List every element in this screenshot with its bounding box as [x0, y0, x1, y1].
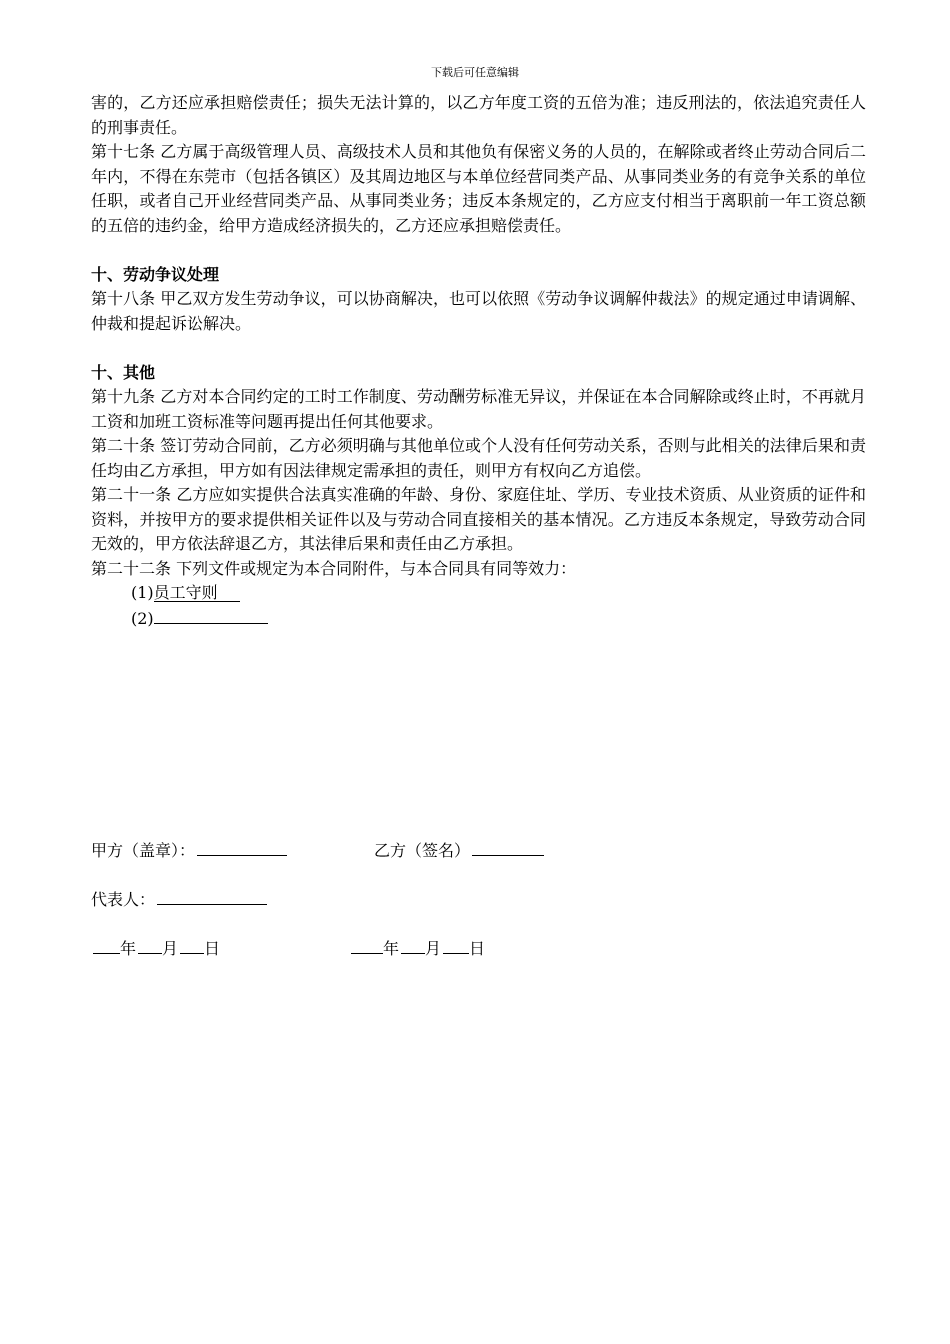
article-19: 第十九条 乙方对本合同约定的工时工作制度、劳动酬劳标准无异议，并保证在本合同解除或终止时，不再就月工资和加班工资标准等问题再提出任何其他要求。: [91, 387, 866, 431]
party-b-date: [349, 936, 485, 961]
article-21: 第二十一条 乙方应如实提供合法真实准确的年龄、身份、家庭住址、学历、专业技术资质、从业资质的证件和资料，并按甲方的要求提供相关证件以及与劳动合同直接相关的基本情况。乙方违反本条规定，导致劳动合同无效的，甲方依法辞退乙方，其法律后果和责任由乙方承担。: [91, 485, 866, 553]
month-field[interactable]: [138, 936, 162, 954]
day-label: 日: [204, 939, 221, 958]
article-22: 第二十二条 下列文件或规定为本合同附件，与本合同具有同等效力：: [91, 558, 577, 578]
party-b-sign-field[interactable]: [472, 838, 544, 856]
attachment-number: (1): [131, 583, 154, 602]
attachment-value-field[interactable]: 员工守则: [154, 584, 240, 602]
party-a-date: [91, 936, 220, 961]
party-a-label: 甲方（盖章）：: [91, 841, 196, 860]
attachment-value-field[interactable]: [154, 606, 268, 624]
representative-field[interactable]: [157, 887, 267, 905]
spacer: [91, 238, 866, 263]
contract-body: [91, 91, 866, 631]
party-b-signature: [374, 838, 544, 863]
year-label: 年: [120, 939, 137, 958]
day-field[interactable]: [180, 936, 204, 954]
month-label: 月: [162, 939, 179, 958]
spacer: [91, 336, 866, 361]
attachment-item-2: [91, 606, 866, 632]
month-label: 月: [425, 939, 442, 958]
article-18: 第十八条 甲乙双方发生劳动争议，可以协商解决，也可以依照《劳动争议调解仲裁法》的规定通过申请调解、仲裁和提起诉讼解决。: [91, 289, 866, 333]
day-field[interactable]: [443, 936, 469, 954]
attachment-number: (2): [131, 608, 154, 628]
year-field[interactable]: [93, 936, 120, 954]
representative-signature: [91, 887, 267, 912]
article-17: 第十七条 乙方属于高级管理人员、高级技术人员和其他负有保密义务的人员的，在解除或者终止劳动合同后二年内，不得在东莞市（包括各镇区）及其周边地区与本单位经营同类产品、从事同类业务的有竞争关系的单位任职，或者自己开业经营同类产品、从事同类业务；违反本条规定的，乙方应支付相当于离职前一年工资总额的五倍的违约金，给甲方造成经济损失的，乙方还应承担赔偿责任。: [91, 142, 866, 235]
year-field[interactable]: [351, 936, 383, 954]
paragraph-intro: 害的，乙方还应承担赔偿责任；损失无法计算的，以乙方年度工资的五倍为准；违反刑法的，依法追究责任人的刑事责任。: [91, 93, 866, 137]
representative-label: 代表人：: [91, 890, 156, 909]
year-label: 年: [383, 939, 400, 958]
section-heading-dispute: 十、劳动争议处理: [91, 264, 220, 284]
section-heading-other: 十、其他: [91, 362, 156, 382]
attachment-item-1: [91, 581, 866, 606]
party-a-signature: [91, 838, 287, 863]
day-label: 日: [469, 939, 486, 958]
month-field[interactable]: [401, 936, 425, 954]
article-20: 第二十条 签订劳动合同前，乙方必须明确与其他单位或个人没有任何劳动关系，否则与此相关的法律后果和责任均由乙方承担，甲方如有因法律规定需承担的责任，则甲方有权向乙方追偿。: [91, 436, 866, 480]
party-a-seal-field[interactable]: [197, 838, 287, 856]
party-b-label: 乙方（签名）: [374, 841, 471, 860]
header-note: 下载后可任意编辑: [431, 66, 519, 79]
